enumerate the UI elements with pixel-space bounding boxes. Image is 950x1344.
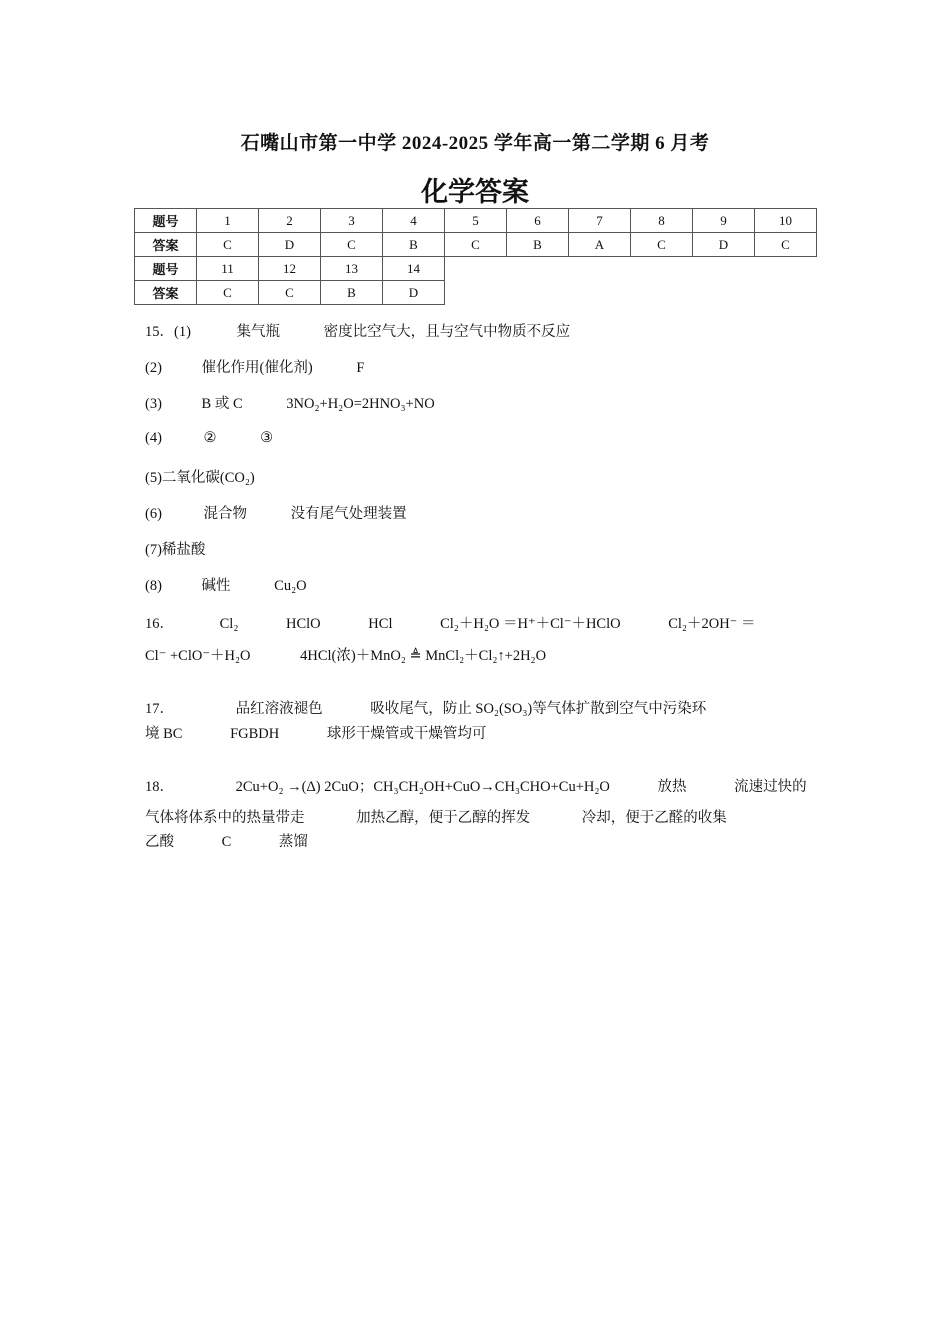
q16-answer-g: 4HCl(浓)＋MnO₂ ≜ MnCl₂＋Cl₂↑+2H₂O — [300, 648, 547, 664]
q15-p4-label: (4) — [145, 430, 162, 446]
answer-cell: B — [383, 233, 445, 257]
table-row-questions-2 — [135, 257, 817, 281]
table-row-questions-1 — [135, 209, 817, 233]
q17-line2 — [145, 722, 486, 743]
q15-part7: (7)稀盐酸 — [145, 542, 206, 558]
question-number: 12 — [259, 257, 321, 281]
q15-p2-answer-b: F — [356, 360, 365, 376]
answer-cell: C — [631, 233, 693, 257]
question-number: 1 — [197, 209, 259, 233]
question-number: 11 — [197, 257, 259, 281]
q15-p6-answer-a: 混合物 — [203, 506, 248, 522]
q18-answer-h: 蒸馏 — [278, 834, 308, 850]
answer-cell: B — [321, 281, 383, 305]
q15-p1-answer-a: 集气瓶 — [236, 324, 281, 340]
q16-label: 16． — [145, 616, 174, 632]
row-header-question: 题号 — [135, 209, 197, 233]
answer-cell: B — [507, 233, 569, 257]
q15-p3-answer-b: 3NO₂+H₂O=2HNO₃+NO — [286, 396, 435, 412]
table-row-answers-2 — [135, 281, 817, 305]
answer-cell: C — [259, 281, 321, 305]
q15-p8-answer-b: Cu₂O — [274, 578, 307, 594]
question-number: 8 — [631, 209, 693, 233]
q18-answer-b: 流速过快的 — [734, 779, 807, 795]
q16-line2 — [145, 644, 546, 665]
question-number: 4 — [383, 209, 445, 233]
q16-answer-e: Cl₂＋2OH⁻ ＝ — [668, 616, 756, 632]
question-number: 3 — [321, 209, 383, 233]
answer-cell: D — [383, 281, 445, 305]
question-number: 5 — [445, 209, 507, 233]
answer-cell: C — [445, 233, 507, 257]
q15-p4-answer-a: ② — [203, 430, 217, 446]
question-number: 2 — [259, 209, 321, 233]
q16-answer-d: Cl₂＋H₂O ＝H⁺＋Cl⁻＋HClO — [440, 616, 621, 632]
row-header-answer: 答案 — [135, 281, 197, 305]
q15-part2 — [145, 356, 364, 377]
q15-p8-label: (8) — [145, 578, 162, 594]
q15-p8-answer-a: 碱性 — [201, 578, 231, 594]
answer-cell: C — [755, 233, 817, 257]
q18-line2 — [145, 806, 727, 827]
q15-part8 — [145, 574, 307, 595]
q15-part5: (5)二氧化碳(CO₂) — [145, 470, 255, 486]
q15-p3-answer-a: B 或 C — [201, 396, 243, 412]
q16-answer-c: HCl — [368, 616, 393, 632]
q18-answer-f: 乙酸 — [145, 834, 174, 850]
q17-answer-c: 境 BC — [145, 726, 183, 742]
q18-answer-e: 冷却，便于乙醛的收集 — [581, 810, 727, 826]
q15-label: 15．(1) — [145, 324, 191, 340]
question-number: 9 — [693, 209, 755, 233]
q17-answer-e: 球形干燥管或干燥管均可 — [326, 726, 487, 742]
answer-cell: A — [569, 233, 631, 257]
question-number: 10 — [755, 209, 817, 233]
q15-p3-label: (3) — [145, 396, 162, 412]
q18-answer-d: 加热乙醇，便于乙醇的挥发 — [356, 810, 531, 826]
row-header-question: 题号 — [135, 257, 197, 281]
row-header-answer: 答案 — [135, 233, 197, 257]
table-row-answers-1 — [135, 233, 817, 257]
q15-part4 — [145, 430, 273, 447]
page-title: 石嘴山市第一中学 2024-2025 学年高一第二学期 6 月考 — [240, 133, 710, 154]
q18-answer-a: 放热 — [657, 779, 687, 795]
q17-label: 17． — [145, 701, 174, 717]
q18-label: 18． — [145, 779, 174, 795]
q15-p2-label: (2) — [145, 360, 162, 376]
q15-p2-answer-a: 催化作用(催化剂) — [201, 360, 313, 376]
q17-answer-a: 品红溶液褪色 — [235, 701, 323, 717]
q15-p1-answer-b: 密度比空气大，且与空气中物质不反应 — [323, 324, 571, 340]
question-number: 7 — [569, 209, 631, 233]
q17-line1 — [145, 697, 706, 718]
q15-p6-answer-b: 没有尾气处理装置 — [290, 506, 407, 522]
q15-p6-label: (6) — [145, 506, 162, 522]
answer-cell: D — [693, 233, 755, 257]
q18-answer-g: C — [221, 834, 232, 850]
q15-part3 — [145, 392, 435, 413]
q16-answer-f: Cl⁻ +ClO⁻＋H₂O — [145, 648, 251, 664]
q15-part1 — [145, 320, 570, 341]
question-number: 13 — [321, 257, 383, 281]
q16-answer-a: Cl₂ — [219, 616, 239, 632]
q18-line3 — [145, 830, 308, 851]
answer-cell: D — [259, 233, 321, 257]
q16-answer-b: HClO — [286, 616, 321, 632]
question-number: 14 — [383, 257, 445, 281]
q15-part6 — [145, 502, 407, 523]
q17-answer-b: 吸收尾气，防止 SO₂(SO₃)等气体扩散到空气中污染环 — [370, 701, 707, 717]
q18-answer-c: 气体将体系中的热量带走 — [145, 810, 305, 826]
page-subtitle: 化学答案 — [421, 177, 529, 208]
q16-line1 — [145, 612, 755, 633]
answer-cell: C — [197, 281, 259, 305]
q15-p4-answer-b: ③ — [260, 430, 274, 446]
q18-line1 — [145, 775, 807, 796]
answer-table — [134, 208, 817, 305]
q18-equation: 2Cu+O₂ →(Δ) 2CuO；CH₃CH₂OH+CuO→CH₃CHO+Cu+H₂O — [235, 779, 610, 795]
q17-answer-d: FGBDH — [230, 726, 280, 742]
answer-cell: C — [197, 233, 259, 257]
answer-cell: C — [321, 233, 383, 257]
question-number: 6 — [507, 209, 569, 233]
